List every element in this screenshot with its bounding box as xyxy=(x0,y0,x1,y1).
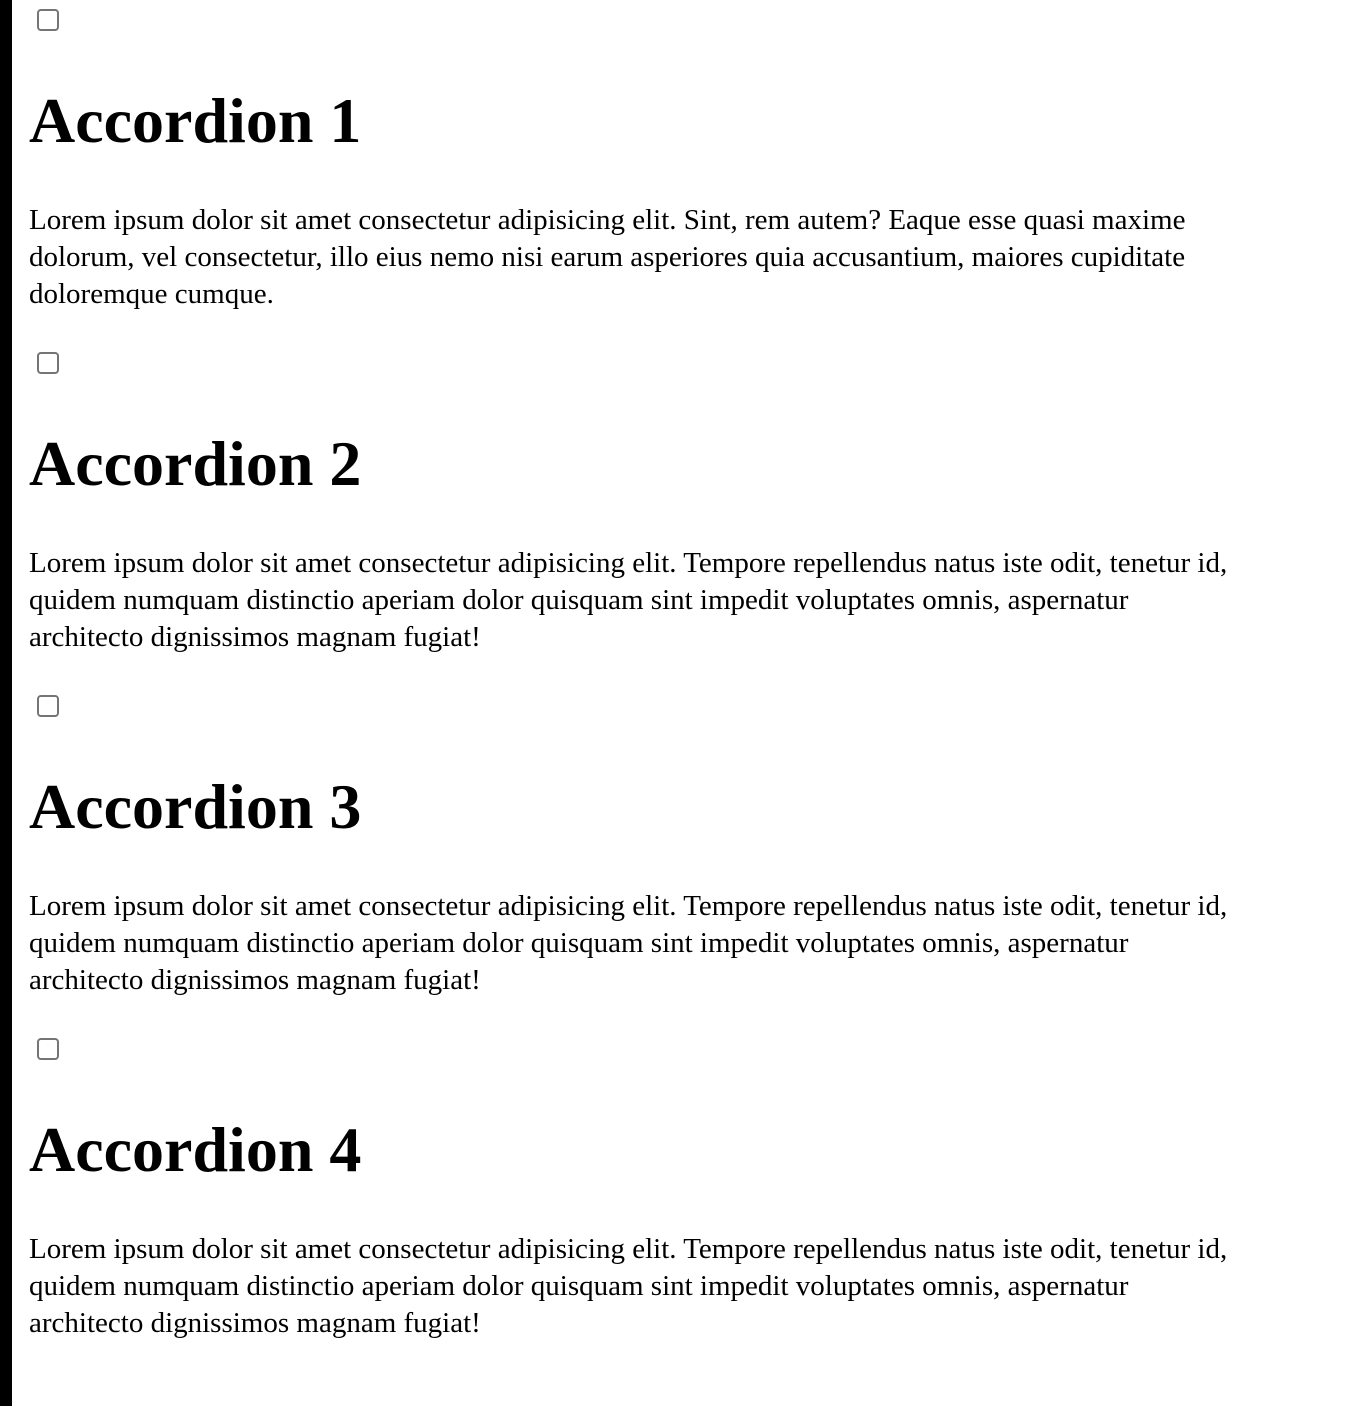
accordion-4-content: Lorem ipsum dolor sit amet consectetur adipisicing elit. Tempore repellendus natus iste odit, tenetur id, quidem numquam distinctio aperiam dolor quisquam sint impedit voluptates omnis, aspernatur architecto dignissimos magnam fugiat! xyxy=(29,1233,1228,1339)
accordion-2 xyxy=(29,343,1362,686)
left-edge-bar xyxy=(0,0,12,1406)
accordion-4-title: Accordion 4 xyxy=(29,1114,362,1185)
accordion-1-title: Accordion 1 xyxy=(29,85,362,156)
accordion-4 xyxy=(29,1029,1362,1372)
accordion-2-content: Lorem ipsum dolor sit amet consectetur adipisicing elit. Tempore repellendus natus iste odit, tenetur id, quidem numquam distinctio aperiam dolor quisquam sint impedit voluptates omnis, aspernatur architecto dignissimos magnam fugiat! xyxy=(29,547,1228,653)
accordion-2-toggle-checkbox[interactable] xyxy=(37,352,59,374)
accordion-3-content: Lorem ipsum dolor sit amet consectetur adipisicing elit. Tempore repellendus natus iste odit, tenetur id, quidem numquam distinctio aperiam dolor quisquam sint impedit voluptates omnis, aspernatur architecto dignissimos magnam fugiat! xyxy=(29,890,1228,996)
accordion-list xyxy=(29,0,1362,1372)
accordion-1-toggle-checkbox[interactable] xyxy=(37,9,59,31)
accordion-1-content: Lorem ipsum dolor sit amet consectetur adipisicing elit. Sint, rem autem? Eaque esse quasi maxime dolorum, vel consectetur, illo eius nemo nisi earum asperiores quia accusantium, maiores cupiditate doloremque cumque. xyxy=(29,204,1186,310)
accordion-3 xyxy=(29,686,1362,1029)
accordion-3-title: Accordion 3 xyxy=(29,771,362,842)
accordion-4-toggle-checkbox[interactable] xyxy=(37,1038,59,1060)
accordion-3-toggle-checkbox[interactable] xyxy=(37,695,59,717)
accordion-2-title: Accordion 2 xyxy=(29,428,362,499)
accordion-1 xyxy=(29,0,1362,343)
